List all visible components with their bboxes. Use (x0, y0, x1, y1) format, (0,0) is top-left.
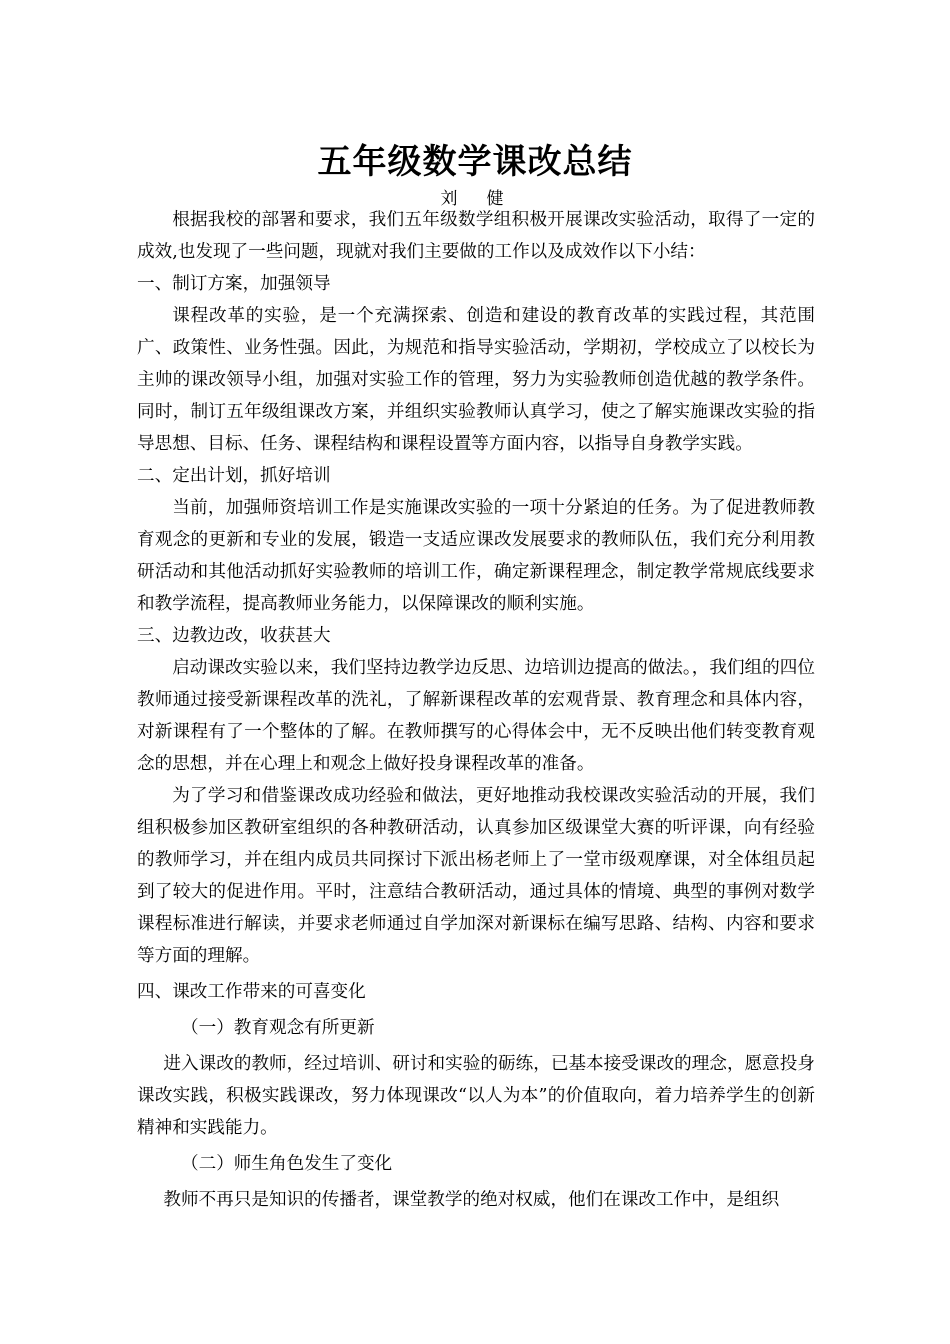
paragraph-subsection-1: 进入课改的教师，经过培训、研讨和实验的砺练，已基本接受课改的理念，愿意投身课改实践，积极实践课改，努力体现课改“以人为本”的价值取向，着力培养学生的创新精神和实践能力。 (137, 1054, 815, 1138)
document-body (137, 204, 815, 1216)
paragraph-section-3b: 为了学习和借鉴课改成功经验和做法，更好地推动我校课改实验活动的开展，我们组积极参加区教研室组织的各种教研活动，认真参加区级课堂大赛的听评课，向有经验的教师学习，并在组内成员共同探讨下派出杨老师上了一堂市级观摩课，对全体组员起到了较大的促进作用。平时，注意结合教研活动，通过具体的情境、典型的事例对数学课程标准进行解读，并要求老师通过自学加深对新课标在编写思路、结构、内容和要求等方面的理解。 (137, 786, 815, 966)
section-heading-3: 三、边教边改，收获甚大 (137, 626, 331, 646)
subsection-heading-2: （二）师生角色发生了变化 (181, 1154, 393, 1174)
paragraph-section-1: 课程改革的实验，是一个充满探索、创造和建设的教育改革的实践过程，其范围广、政策性、业务性强。因此，为规范和指导实验活动，学期初，学校成立了以校长为主帅的课改领导小组，加强对实验工作的管理，努力为实验教师创造优越的教学条件。同时，制订五年级组课改方案，并组织实验教师认真学习，使之了解实施课改实验的指导思想、目标、任务、课程结构和课程设置等方面内容，以指导自身教学实践。 (137, 306, 815, 454)
subsection-heading-1: （一）教育观念有所更新 (181, 1018, 375, 1038)
paragraph-section-2: 当前，加强师资培训工作是实施课改实验的一项十分紧迫的任务。为了促进教师教育观念的更新和专业的发展，锻造一支适应课改发展要求的教师队伍，我们充分利用教研活动和其他活动抓好实验教师的培训工作，确定新课程理念，制定教学常规底线要求和教学流程，提高教师业务能力，以保障课改的顺利实施。 (137, 498, 815, 614)
paragraph-subsection-2: 教师不再只是知识的传播者，课堂教学的绝对权威，他们在课改工作中，是组织 (163, 1190, 780, 1210)
paragraph-section-3a: 启动课改实验以来，我们坚持边教学边反思、边培训边提高的做法。，我们组的四位教师通过接受新课程改革的洗礼，了解新课程改革的宏观背景、教育理念和具体内容，对新课程有了一个整体的了解。在教师撰写的心得体会中，无不反映出他们转变教育观念的思想，并在心理上和观念上做好投身课程改革的准备。 (137, 658, 815, 774)
paragraph-intro: 根据我校的部署和要求，我们五年级数学组积极开展课改实验活动，取得了一定的成效,也发现了一些问题，现就对我们主要做的工作以及成效作以下小结： (137, 210, 815, 262)
section-heading-2: 二、定出计划，抓好培训 (137, 466, 331, 486)
section-heading-4: 四、课改工作带来的可喜变化 (137, 982, 366, 1002)
document-title: 五年级数学课改总结 (317, 142, 633, 182)
section-heading-1: 一、制订方案，加强领导 (137, 274, 331, 294)
document-author: 刘 健 (440, 189, 510, 209)
